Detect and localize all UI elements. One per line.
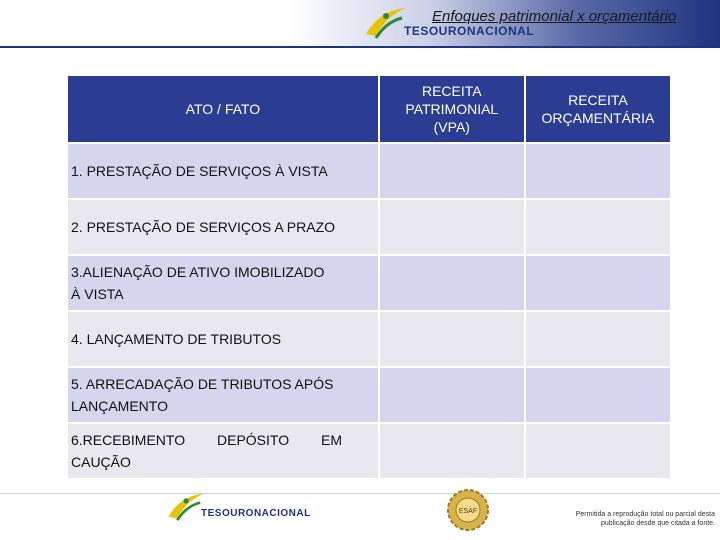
header-logo-text: TESOURONACIONAL [404,24,535,38]
header-receita-orcamentaria [526,76,670,142]
row-label-line: 5. ARRECADAÇÃO DE TRIBUTOS APÓS [71,376,334,392]
table-header-row [68,76,670,142]
row-label [68,424,378,478]
row-label-line: 4. LANÇAMENTO DE TRIBUTOS [71,331,282,347]
top-banner-rule [0,46,720,48]
header-line: RECEITA [568,92,628,108]
cell-receita-patrimonial [380,200,524,254]
footer-tesouro-nacional-logo [165,488,310,528]
header-line: (VPA) [433,119,470,135]
cell-receita-orcamentaria [526,312,670,366]
cell-receita-patrimonial [380,368,524,422]
row-label-word: DEPÓSITO [217,432,290,448]
row-label [68,144,378,198]
gear-seal-icon [446,488,490,532]
header-receita-patrimonial [380,76,524,142]
table-row [68,424,670,478]
copyright-note [540,510,715,528]
header-line: ORÇAMENTÁRIA [541,110,655,126]
cell-receita-patrimonial [380,256,524,310]
row-label-line: CAUÇÃO [71,454,131,470]
header-ato-fato: ATO / FATO [68,76,378,142]
table-row [68,312,670,366]
cell-receita-orcamentaria [526,368,670,422]
cell-receita-patrimonial [380,312,524,366]
copyright-line: publicação desde que citada a fonte. [600,520,715,527]
receita-table [66,74,672,480]
table-row [68,144,670,198]
row-label-line: LANÇAMENTO [71,398,168,414]
copyright-line: Permitida a reprodução total ou parcial desta [575,511,715,518]
row-label-line: 1. PRESTAÇÃO DE SERVIÇOS À VISTA [71,163,328,179]
cell-receita-patrimonial [380,424,524,478]
footer-rule [0,493,720,494]
row-label-line: 2. PRESTAÇÃO DE SERVIÇOS A PRAZO [71,219,336,235]
esaf-seal [446,488,490,532]
seal-text: ESAF [458,508,478,515]
header-line: PATRIMONIAL [405,101,499,117]
row-label-word: 6.RECEBIMENTO [71,432,186,448]
header-line: RECEITA [421,83,482,99]
row-label [68,200,378,254]
row-label [68,312,378,366]
row-label-line: À VISTA [71,286,124,302]
table-row [68,368,670,422]
star-swoosh-icon [165,488,209,526]
cell-receita-orcamentaria [526,424,670,478]
cell-receita-orcamentaria [526,256,670,310]
cell-receita-patrimonial [380,144,524,198]
page-title: Enfoques patrimonial x orçamentário [432,8,677,25]
row-label-word: EM [321,432,342,448]
row-label [68,368,378,422]
row-label [68,256,378,310]
cell-receita-orcamentaria [526,144,670,198]
footer-logo-text: TESOURONACIONAL [201,508,311,519]
row-label-line: 3.ALIENAÇÃO DE ATIVO IMOBILIZADO [71,264,325,280]
table-row [68,200,670,254]
cell-receita-orcamentaria [526,200,670,254]
table-row [68,256,670,310]
